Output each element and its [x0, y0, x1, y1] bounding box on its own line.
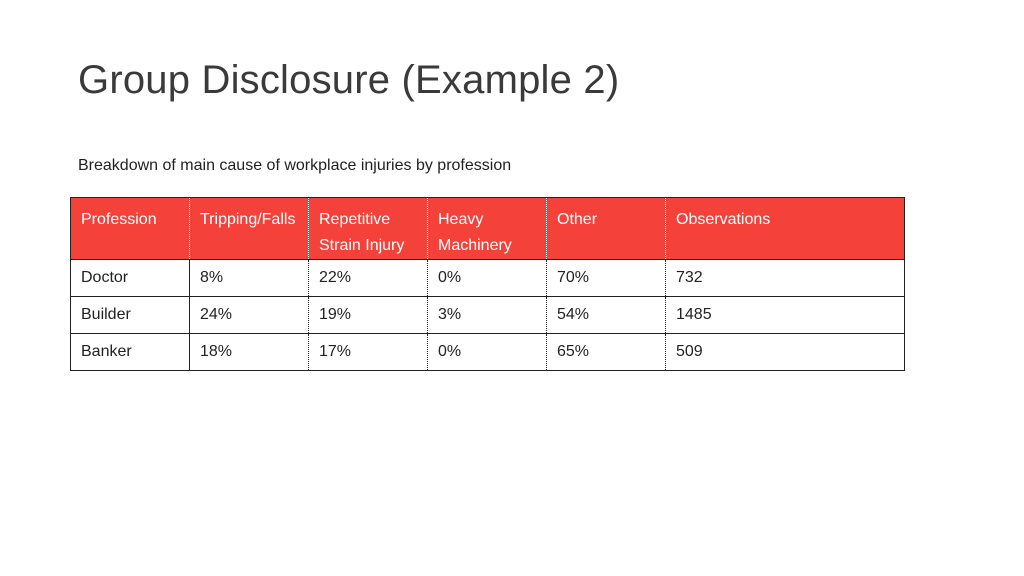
cell-profession: Builder — [71, 297, 190, 334]
table-body — [71, 260, 905, 371]
cell-heavy-machinery: 3% — [428, 297, 547, 334]
cell-other: 65% — [547, 334, 666, 371]
cell-observations: 1485 — [666, 297, 905, 334]
cell-repetitive-strain-injury: 22% — [309, 260, 428, 297]
table-row — [71, 260, 905, 297]
cell-heavy-machinery: 0% — [428, 260, 547, 297]
slide-title: Group Disclosure (Example 2) — [78, 58, 620, 102]
cell-tripping-falls: 8% — [190, 260, 309, 297]
cell-heavy-machinery: 0% — [428, 334, 547, 371]
cell-profession: Banker — [71, 334, 190, 371]
cell-other: 54% — [547, 297, 666, 334]
cell-profession: Doctor — [71, 260, 190, 297]
cell-observations: 509 — [666, 334, 905, 371]
table-header — [71, 198, 905, 260]
header-row — [71, 198, 905, 260]
cell-tripping-falls: 18% — [190, 334, 309, 371]
header-observations: Observations — [666, 198, 905, 260]
cell-other: 70% — [547, 260, 666, 297]
injury-table — [70, 197, 905, 371]
cell-observations: 732 — [666, 260, 905, 297]
cell-repetitive-strain-injury: 19% — [309, 297, 428, 334]
slide-subtitle: Breakdown of main cause of workplace injuries by profession — [78, 157, 512, 174]
header-other: Other — [547, 198, 666, 260]
header-heavy-machinery: Heavy Machinery — [428, 198, 547, 260]
cell-tripping-falls: 24% — [190, 297, 309, 334]
cell-repetitive-strain-injury: 17% — [309, 334, 428, 371]
table-row — [71, 297, 905, 334]
table-row — [71, 334, 905, 371]
header-repetitive-strain-injury: Repetitive Strain Injury — [309, 198, 428, 260]
header-tripping-falls: Tripping/Falls — [190, 198, 309, 260]
header-profession: Profession — [71, 198, 190, 260]
